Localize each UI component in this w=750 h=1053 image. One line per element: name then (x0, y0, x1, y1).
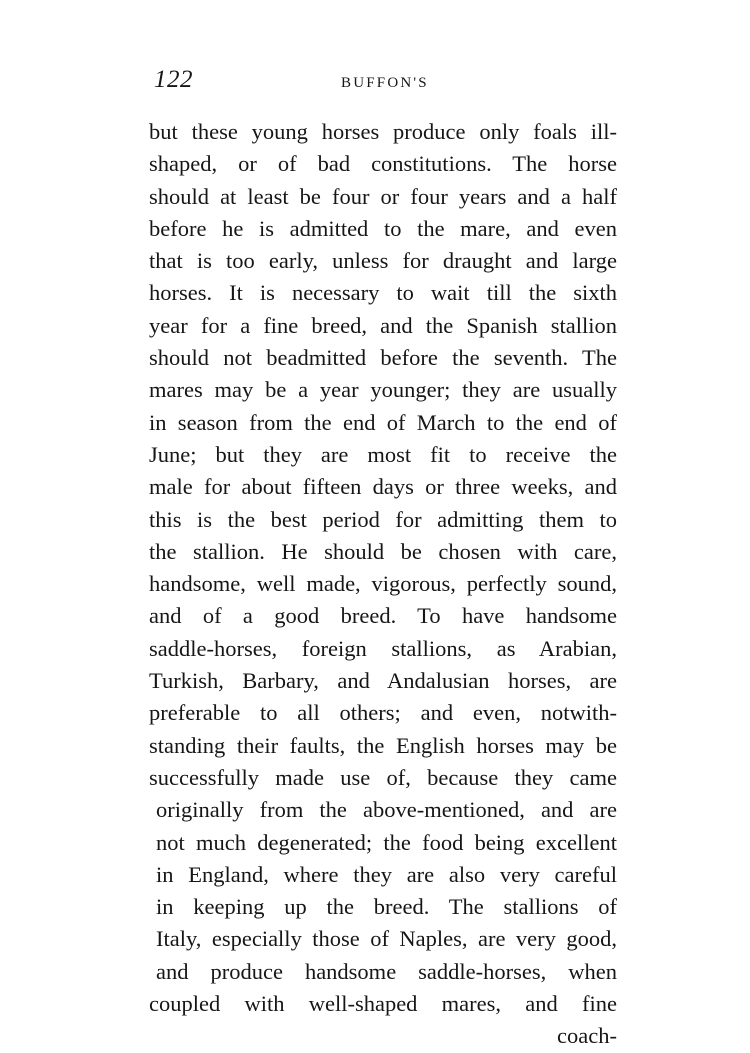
text-line: should not beadmitted before the seventh. The (149, 345, 617, 371)
text-line: and of a good breed. To have handsome (149, 603, 617, 629)
text-line: and produce handsome saddle-horses, when (156, 958, 617, 984)
text-line: standing their faults, the English horses may be (149, 732, 617, 758)
text-line: in season from the end of March to the end of (149, 409, 617, 435)
text-line: male for about fifteen days or three weeks, and (149, 474, 617, 500)
text-line: Turkish, Barbary, and Andalusian horses, are (149, 668, 617, 694)
text-line: mares may be a year younger; they are usually (149, 377, 617, 403)
text-line: year for a fine breed, and the Spanish stallion (149, 312, 617, 338)
page-number: 122 (154, 66, 193, 93)
text-line: this is the best period for admitting them to (149, 506, 617, 532)
text-line: handsome, well made, vigorous, perfectly sound, (149, 571, 617, 597)
text-line: but these young horses produce only foals ill- (149, 119, 617, 144)
text-line: the stallion. He should be chosen with care, (149, 538, 617, 564)
text-line: should at least be four or four years and a half (149, 183, 617, 209)
text-line: Italy, especially those of Naples, are very good, (156, 926, 617, 952)
text-line: June; but they are most fit to receive the (149, 441, 617, 467)
text-line: coupled with well-shaped mares, and fine (149, 991, 617, 1017)
text-line: horses. It is necessary to wait till the sixth (149, 280, 617, 306)
catchword: coach- (557, 1023, 617, 1049)
text-line: saddle-horses, foreign stallions, as Arabian, (149, 635, 617, 661)
text-line: that is too early, unless for draught and large (149, 248, 617, 274)
text-line: successfully made use of, because they came (149, 764, 617, 790)
text-line: in keeping up the breed. The stallions of (156, 894, 617, 920)
text-line: originally from the above-mentioned, and are (156, 797, 617, 823)
text-line: before he is admitted to the mare, and even (149, 215, 617, 241)
text-line: in England, where they are also very careful (156, 861, 617, 887)
text-line: shaped, or of bad constitutions. The horse (149, 151, 617, 177)
page-header (148, 64, 628, 104)
running-head: BUFFON'S (341, 75, 429, 91)
text-line: not much degenerated; the food being excellent (156, 829, 617, 855)
text-line: preferable to all others; and even, notwith- (149, 700, 617, 726)
body-text (149, 116, 617, 1053)
